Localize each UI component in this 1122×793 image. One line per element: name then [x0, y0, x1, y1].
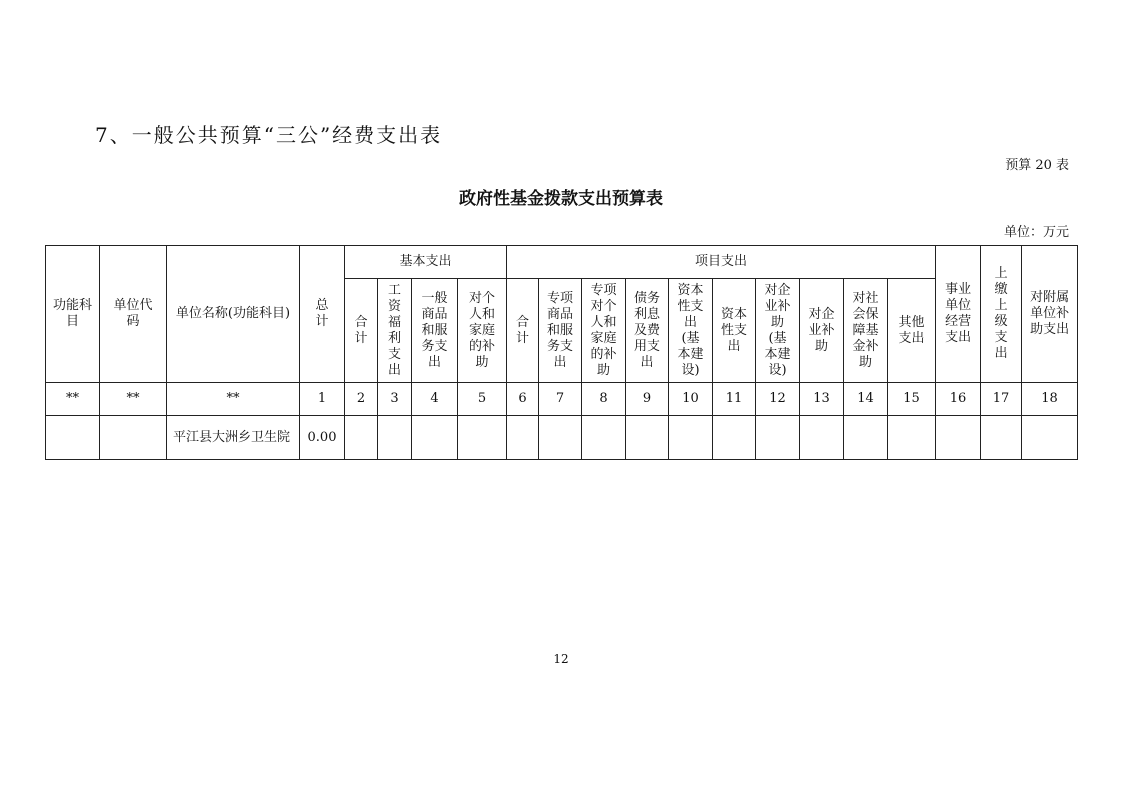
header-unit-name: 单位名称(功能科目)	[167, 246, 300, 383]
index-cell: **	[167, 383, 300, 416]
cell-empty	[800, 416, 844, 460]
header-affiliate-subsidy: 对附属单位补助支出	[1022, 246, 1078, 383]
cell-empty	[888, 416, 936, 460]
header-project-other: 其他支出	[888, 279, 936, 383]
cell-total: 0.00	[300, 416, 345, 460]
cell-unit-code	[100, 416, 167, 460]
header-basic-goods: 一般商品和服务支出	[412, 279, 458, 383]
table-number: 预算 20 表	[1005, 158, 1069, 173]
index-cell: 3	[378, 383, 412, 416]
index-cell: **	[46, 383, 100, 416]
header-project-enterprise: 对企业补助	[800, 279, 844, 383]
table-row	[46, 416, 1078, 460]
cell-empty	[756, 416, 800, 460]
cell-empty	[981, 416, 1022, 460]
cell-unit-name: 平江县大洲乡卫生院	[167, 416, 300, 460]
index-cell: 12	[756, 383, 800, 416]
header-func-subject: 功能科目	[46, 246, 100, 383]
index-cell: 13	[800, 383, 844, 416]
index-cell: 8	[582, 383, 626, 416]
index-cell: 6	[507, 383, 539, 416]
header-upper-payment: 上缴上级支出	[981, 246, 1022, 383]
cell-empty	[458, 416, 507, 460]
header-basic-personal: 对个人和家庭的补助	[458, 279, 507, 383]
header-project-capital: 资本性支出	[713, 279, 756, 383]
page-number: 12	[553, 652, 569, 666]
header-basic-salary: 工资福利支出	[378, 279, 412, 383]
header-project-enterprise-build: 对企业补助(基本建设)	[756, 279, 800, 383]
header-project-capital-build: 资本性支出(基本建设)	[669, 279, 713, 383]
cell-empty	[345, 416, 378, 460]
index-cell: 16	[936, 383, 981, 416]
header-project-social-security: 对社会保障基金补助	[844, 279, 888, 383]
cell-empty	[412, 416, 458, 460]
index-cell: **	[100, 383, 167, 416]
index-cell: 1	[300, 383, 345, 416]
index-cell: 2	[345, 383, 378, 416]
index-cell: 5	[458, 383, 507, 416]
cell-empty	[626, 416, 669, 460]
section-heading: 7、一般公共预算“三公”经费支出表	[95, 123, 443, 147]
cell-empty	[844, 416, 888, 460]
index-row	[46, 383, 1078, 416]
cell-empty	[539, 416, 582, 460]
cell-empty	[669, 416, 713, 460]
index-cell: 7	[539, 383, 582, 416]
index-cell: 18	[1022, 383, 1078, 416]
cell-empty	[507, 416, 539, 460]
cell-empty	[582, 416, 626, 460]
index-cell: 9	[626, 383, 669, 416]
budget-table	[45, 245, 1078, 460]
header-basic-subtotal: 合计	[345, 279, 378, 383]
header-row-group	[46, 246, 1078, 279]
header-project-subtotal: 合计	[507, 279, 539, 383]
index-cell: 15	[888, 383, 936, 416]
cell-empty	[936, 416, 981, 460]
header-basic-group: 基本支出	[345, 246, 507, 279]
unit-label: 单位：万元	[1003, 225, 1069, 240]
index-cell: 4	[412, 383, 458, 416]
header-project-goods: 专项商品和服务支出	[539, 279, 582, 383]
cell-empty	[378, 416, 412, 460]
header-biz-expense: 事业单位经营支出	[936, 246, 981, 383]
cell-empty	[1022, 416, 1078, 460]
cell-func-subject	[46, 416, 100, 460]
index-cell: 10	[669, 383, 713, 416]
cell-empty	[713, 416, 756, 460]
header-total: 总计	[300, 246, 345, 383]
header-unit-code: 单位代码	[100, 246, 167, 383]
header-project-group: 项目支出	[507, 246, 936, 279]
index-cell: 14	[844, 383, 888, 416]
table-title: 政府性基金拨款支出预算表	[459, 189, 663, 209]
header-project-interest: 债务利息及费用支出	[626, 279, 669, 383]
header-project-personal: 专项对个人和家庭的补助	[582, 279, 626, 383]
index-cell: 11	[713, 383, 756, 416]
index-cell: 17	[981, 383, 1022, 416]
